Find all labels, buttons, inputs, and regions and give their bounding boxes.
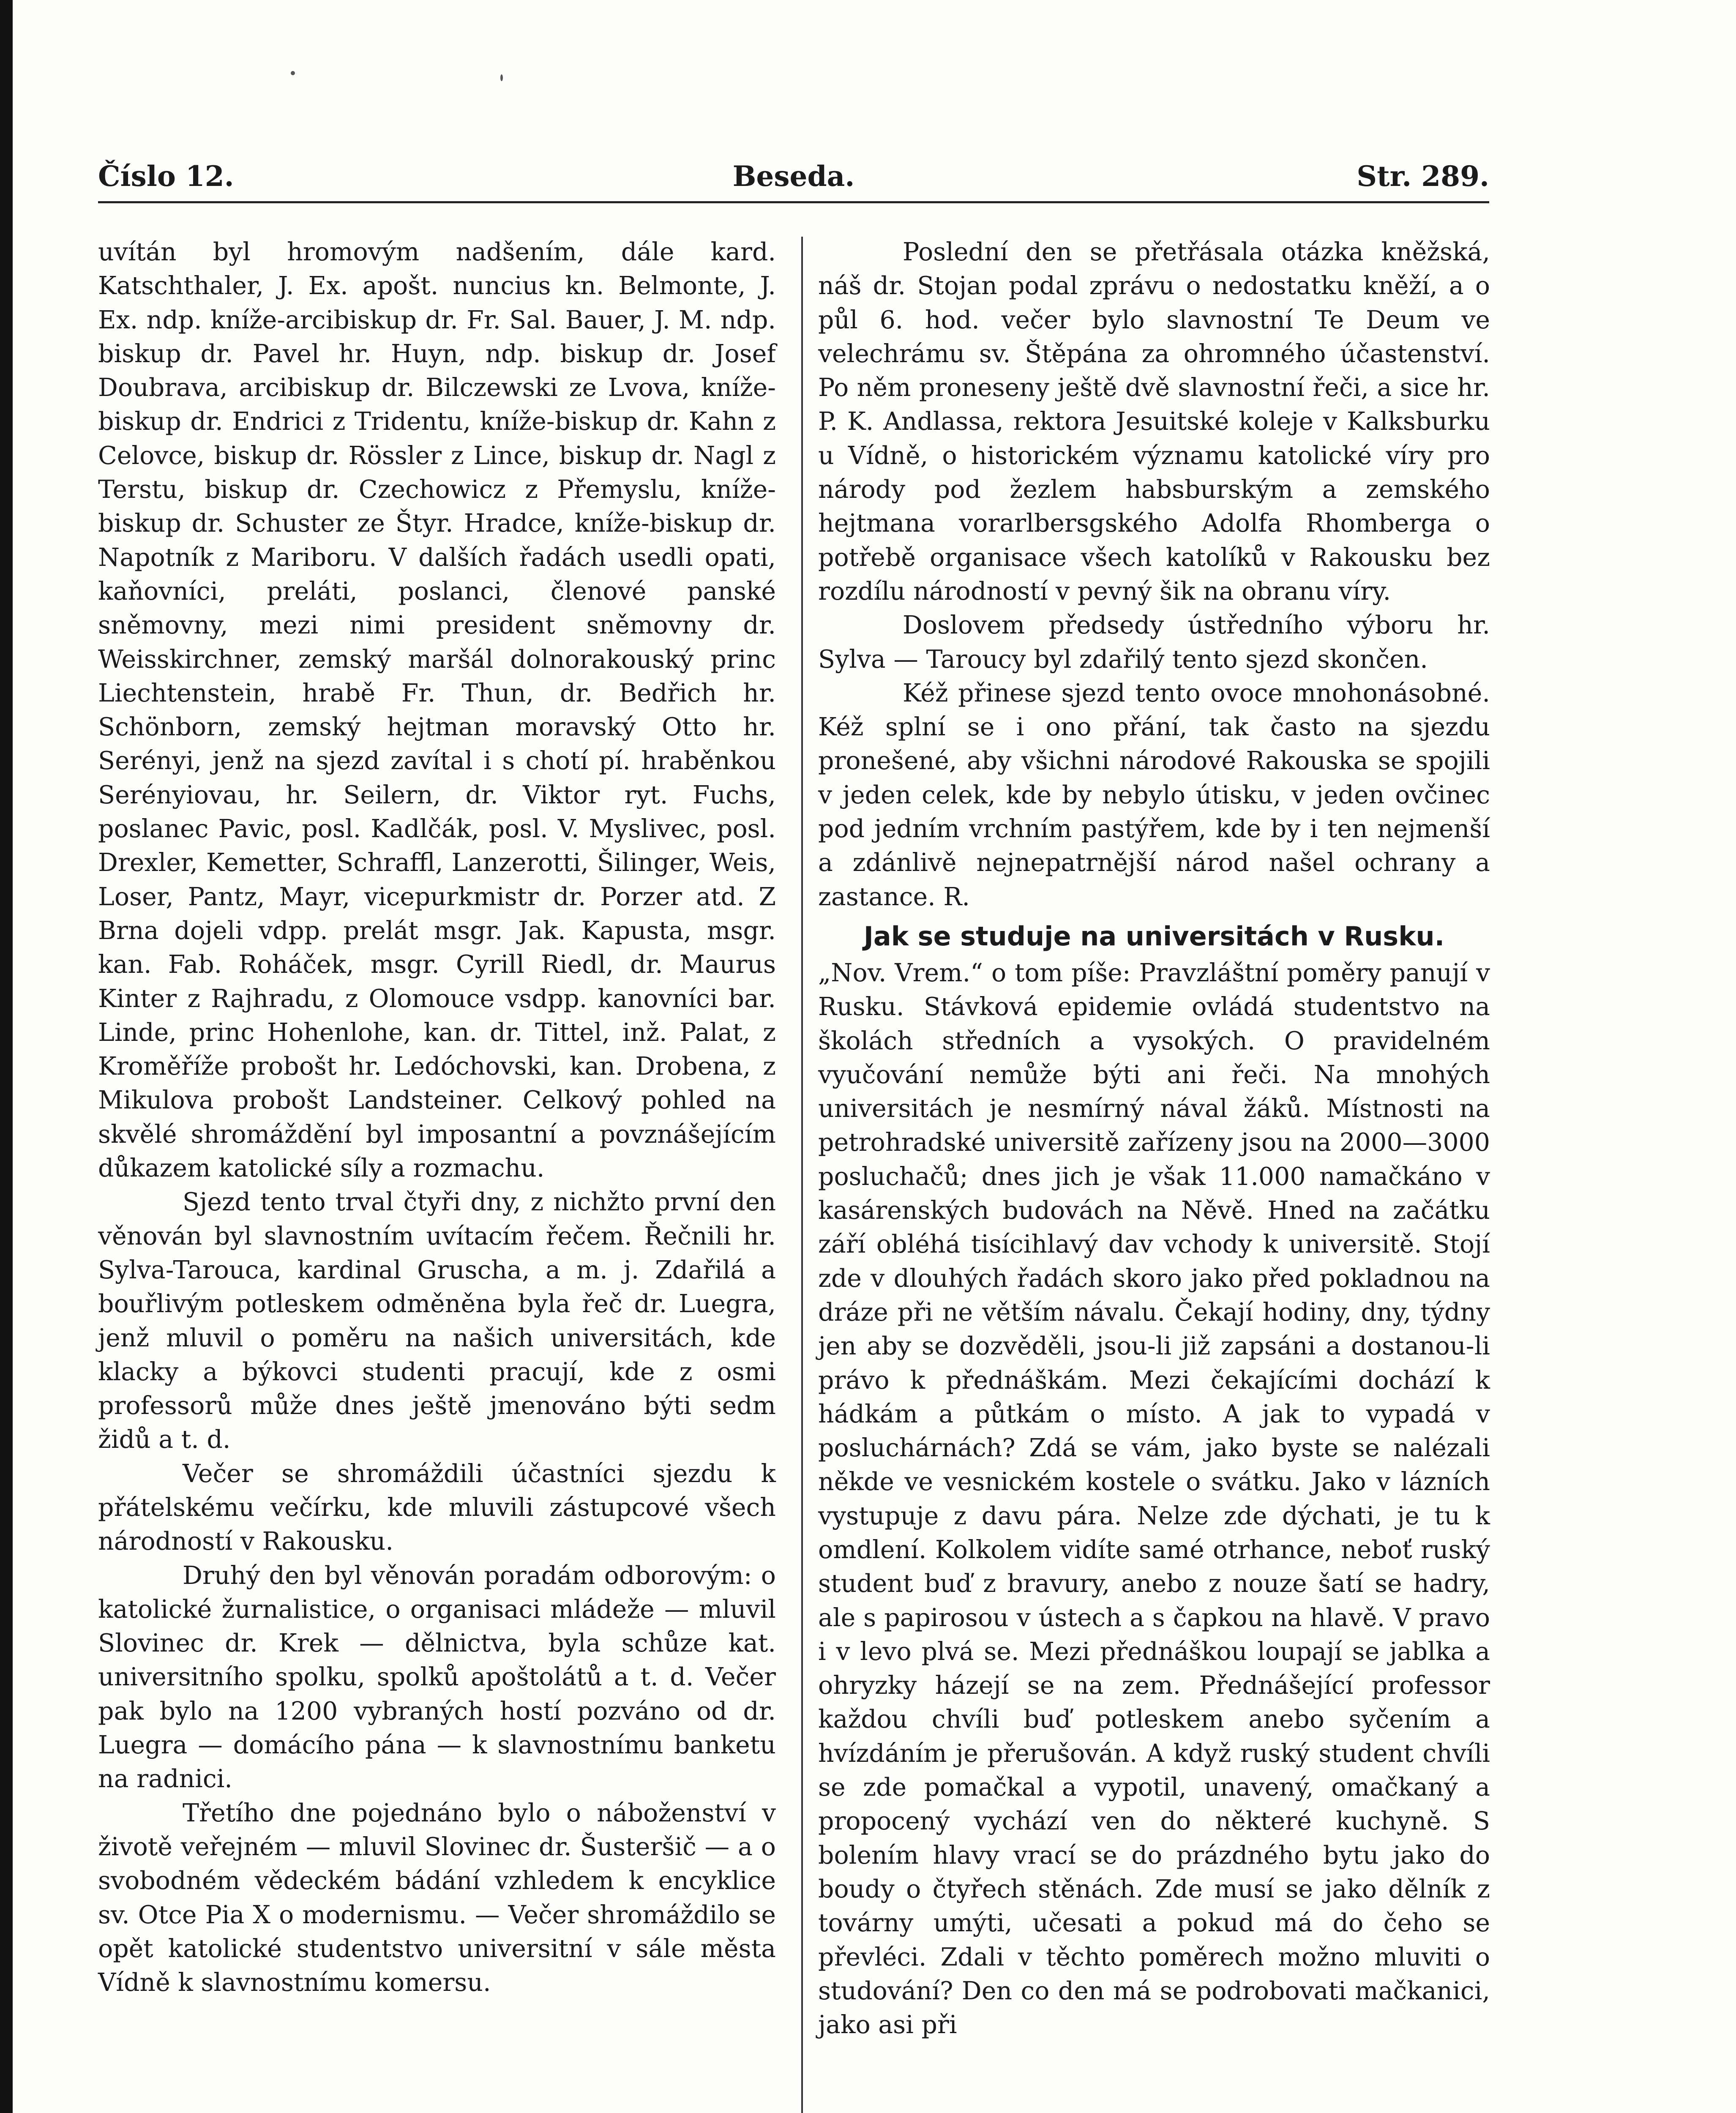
page-header bbox=[98, 160, 1489, 202]
scan-left-edge bbox=[0, 0, 13, 2113]
article-body: „Nov. Vrem.“ o tom píše: Pravzláštní poměry panují v Rusku. Stávková epidemie ovládá studentstvo na školách středních a vysokých. O pravidelném vyučování nemůže býti ani řeči. Na mnohých universitách je nesmírný nával žáků. Místnosti na petrohradské universitě zařízeny jsou na 2000—3000 posluchačů; dnes jich je však 11.000 namačkáno v kasárenských budovách na Něvě. Hned na začátku září obléhá tisícihlavý dav vchody k universitě. Stojí zde v dlouhých řadách skoro jako před pokladnou na dráze při ne větším návalu. Čekají hodiny, dny, týdny jen aby se dozvěděli, jsou-li již zapsáni a dostanou-li právo k přednáškám. Mezi čekajícími dochází k hádkám a půtkám o místo. A jak to vypadá v posluchárnách? Zdá se vám, jako byste se nalézali někde ve vesnickém kostele o svátku. Jako v lázních vystupuje z davu pára. Nelze zde dýchati, je tu k omdlení. Kolkolem vidíte samé otrhance, neboť ruský student buď z bravury, anebo z nouze šatí se hadry, ale s papirosou v ústech a s čapkou na hlavě. V pravo i v levo plvá se. Mezi přednáškou loupají se jablka a ohryzky házejí se na zem. Přednášející professor každou chvíli buď potleskem anebo syčením a hvízdáním je přerušován. A když ruský student chvíli se zde pomačkal a vypotil, unavený, omačkaný a propocený vychází ven do některé kuchyně. S bolením hlavy vrací se do prázdného bytu jako do boudy o čtyřech stěnách. Zde musí se jako dělník z továrny umýti, učesati a pokud má do čeho se převléci. Zdali v těchto poměrech možno mluviti o studování? Den co den má se podrobovati mačkanici, jako asi při bbox=[818, 958, 1490, 2039]
page-number: Str. 289. bbox=[1357, 160, 1489, 193]
paragraph: Kéž přinese sjezd tento ovoce mnohonásobné. Kéž splní se i ono přání, tak často na sjezdu pronešené, aby všichni národové Rakouska se spojili v jeden celek, kde by nebylo útisku, v jeden ovčinec pod jedním vrchním pastýřem, kde by i ten nejmenší a zdánlivě nejnepatrnější národ našel ochrany a zastance. R. bbox=[818, 678, 1490, 911]
article-heading: Jak se studuje na universitách v Rusku. bbox=[863, 920, 1445, 952]
column-divider bbox=[801, 237, 803, 2113]
right-column bbox=[818, 235, 1490, 2042]
paragraph: uvítán byl hromovým nadšením, dále kard. Katschthaler, J. Ex. apošt. nuncius kn. Belmonte, J. Ex. ndp. kníže-arcibiskup dr. Fr. Sal. Bauer, J. M. ndp. biskup dr. Pavel hr. Huyn, ndp. biskup dr. Josef Doubrava, arcibiskup dr. Bilczewski ze Lvova, kníže-biskup dr. Endrici z Tridentu, kníže-biskup dr. Kahn z Celovce, biskup dr. Rössler z Lince, biskup dr. Nagl z Terstu, biskup dr. Czechowicz z Přemyslu, kníže-biskup dr. Schuster ze Štyr. Hradce, kníže-biskup dr. Napotník z Mariboru. V dalších řadách usedli opati, kaňovníci, preláti, poslanci, členové panské sněmovny, mezi nimi president sněmovny dr. Weisskirchner, zemský maršál dolnorakouský princ Liechtenstein, hrabě Fr. Thun, dr. Bedřich hr. Schönborn, zemský hejtman moravský Otto hr. Serényi, jenž na sjezd zavítal i s chotí pí. hraběnkou Serényiovau, hr. Seilern, dr. Viktor ryt. Fuchs, poslanec Pavic, posl. Kadlčák, posl. V. Myslivec, posl. Drexler, Kemetter, Schraffl, Lanzerotti, Šilinger, Weis, Loser, Pantz, Mayr, vicepurkmistr dr. Porzer atd. Z Brna dojeli vdpp. prelát msgr. Jak. Kapusta, msgr. kan. Fab. Roháček, msgr. Cyrill Riedl, dr. Maurus Kinter z Rajhradu, z Olomouce vsdpp. kanovníci bar. Linde, princ Hohenlohe, kan. dr. Tittel, inž. Palat, z Kroměříže probošt hr. Ledóchovski, kan. Drobena, z Mikulova probošt Landsteiner. Celkový pohled na skvělé shromáždění byl imposantní a povznášejícím důkazem katolické síly a rozmachu. bbox=[98, 238, 776, 1183]
header-rule bbox=[98, 201, 1489, 203]
paragraph: Doslovem předsedy ústředního výboru hr. Sylva — Taroucy byl zdařilý tento sjezd skončen. bbox=[818, 611, 1490, 674]
scan-speck bbox=[291, 71, 295, 75]
journal-title: Beseda. bbox=[732, 160, 855, 193]
paragraph: Večer se shromáždili účastníci sjezdu k přátelskému večírku, kde mluvili zástupcové všech národností v Rakousku. bbox=[98, 1459, 776, 1556]
paragraph: Sjezd tento trval čtyři dny, z nichžto první den věnován byl slavnostním uvítacím řečem. Řečnili hr. Sylva-Tarouca, kardinal Gruscha, a m. j. Zdařilá a bouřlivým potleskem odměněna byla řeč dr. Luegra, jenž mluvil o poměru na našich universitách, kde klacky a býkovci studenti pracují, kde z osmi professorů může dnes ještě jmenováno býti sedm židů a t. d. bbox=[98, 1188, 776, 1454]
paragraph: Třetího dne pojednáno bylo o náboženství v životě veřejném — mluvil Slovinec dr. Šusteršič — a o svobodném vědeckém bádání vzhledem k encyklice sv. Otce Pia X o modernismu. — Večer shromáždilo se opět katolické studentstvo universitní v sále města Vídně k slavnostnímu komersu. bbox=[98, 1798, 776, 1997]
scan-speck bbox=[500, 74, 503, 81]
paragraph: Poslední den se přetřásala otázka kněžská, náš dr. Stojan podal zprávu o nedostatku kněží, a o půl 6. hod. večer bylo slavnostní Te Deum ve velechrámu sv. Štěpána za ohromného účastenství. Po něm proneseny ještě dvě slavnostní řeči, a sice hr. P. K. Andlassa, rektora Jesuitské koleje v Kalksburku u Vídně, o historickém významu katolické víry pro národy pod žezlem habsburským a zemského hejtmana vorarlbersgského Adolfa Rhomberga o potřebě organisace všech katolíků v Rakousku bez rozdílu národností v pevný šik na obranu víry. bbox=[818, 238, 1490, 606]
left-column bbox=[98, 235, 776, 1999]
paragraph: Druhý den byl věnován poradám odborovým: o katolické žurnalistice, o organisaci mládeže — mluvil Slovinec dr. Krek — dělnictva, byla schůze kat. universitního spolku, spolků apoštolátů a t. d. Večer pak bylo na 1200 vybraných hostí pozváno od dr. Luegra — domácího pána — k slavnostnímu banketu na radnici. bbox=[98, 1561, 776, 1794]
issue-number: Číslo 12. bbox=[98, 160, 234, 193]
